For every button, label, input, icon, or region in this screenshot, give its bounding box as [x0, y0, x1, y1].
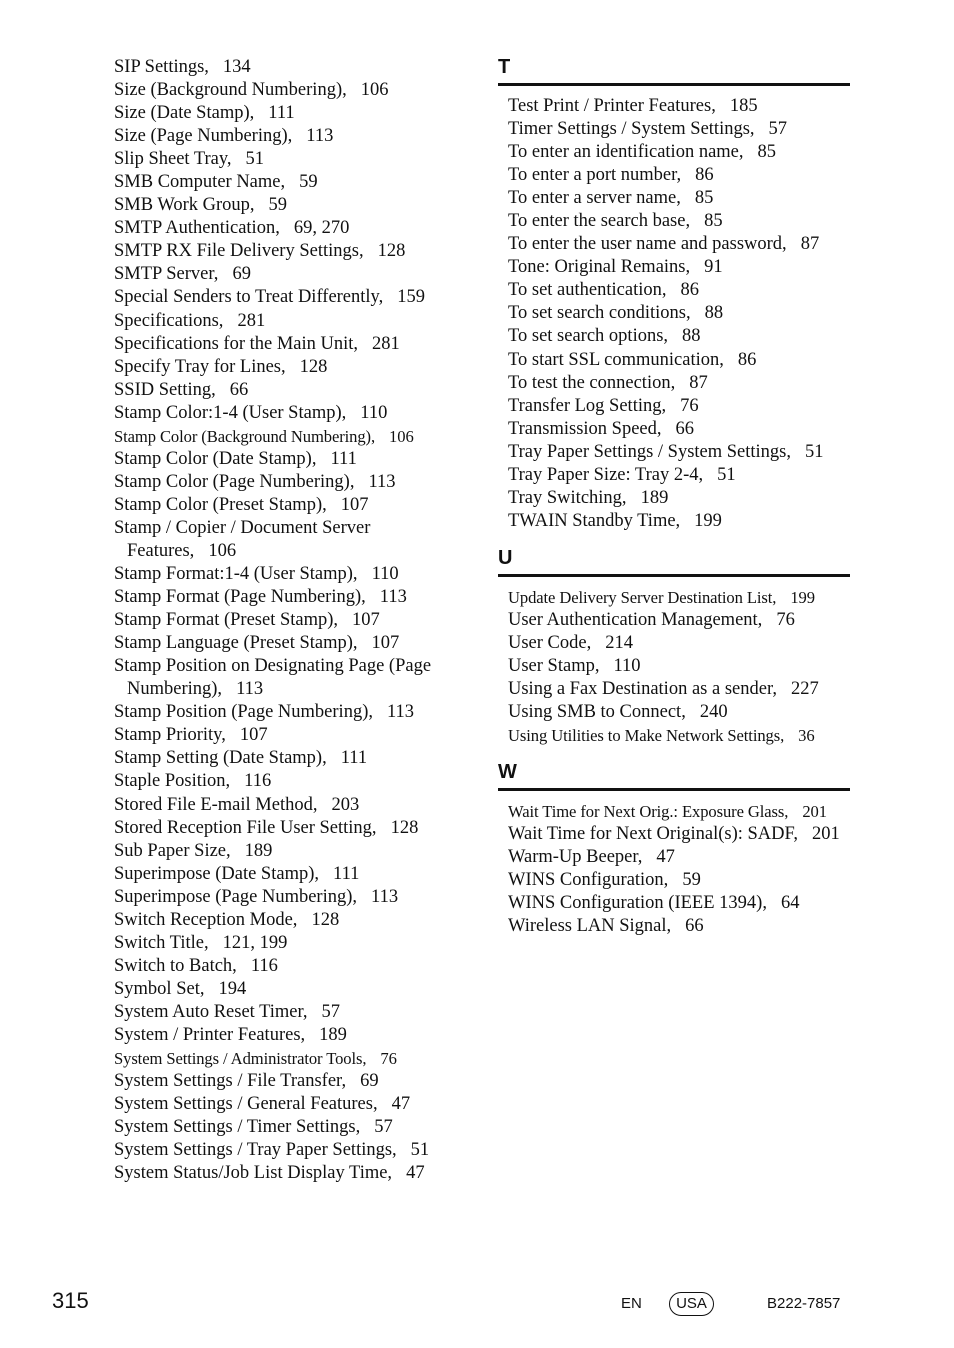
index-entry: Sub Paper Size, 189 [114, 840, 273, 861]
index-entry: Transfer Log Setting, 76 [508, 395, 699, 416]
index-entry: Warm-Up Beeper, 47 [508, 847, 675, 868]
index-column-right [498, 56, 850, 953]
index-entry: TWAIN Standby Time, 199 [508, 510, 722, 531]
index-entry: Stored Reception File User Setting, 128 [114, 817, 419, 838]
index-entry: To set search conditions, 88 [508, 303, 724, 324]
section-letter-heading: W [498, 761, 850, 791]
index-entry: To set search options, 88 [508, 326, 701, 347]
index-entry: Specifications, 281 [114, 310, 266, 331]
index-entry: Stamp Language (Preset Stamp), 107 [114, 633, 400, 654]
index-entry: Stamp Color (Background Numbering), 106 [114, 426, 414, 446]
index-entry: To test the connection, 87 [508, 372, 708, 393]
index-entry: Size (Date Stamp), 111 [114, 103, 295, 124]
index-entry: Tray Paper Settings / System Settings, 51 [508, 441, 824, 462]
index-entry: Using a Fax Destination as a sender, 227 [508, 679, 819, 700]
language-code: EN [621, 1295, 642, 1312]
index-entry: Stamp Color:1-4 (User Stamp), 110 [114, 402, 388, 423]
section-letter-heading: U [498, 547, 850, 577]
index-entry: WINS Configuration, 59 [508, 870, 701, 891]
index-entry: System Settings / Timer Settings, 57 [114, 1117, 393, 1138]
index-entry: Special Senders to Treat Differently, 159 [114, 287, 425, 308]
index-entry: Stamp Color (Date Stamp), 111 [114, 448, 357, 469]
index-entry: Tray Switching, 189 [508, 487, 669, 508]
index-entry: SSID Setting, 66 [114, 379, 249, 400]
index-entry: Wireless LAN Signal, 66 [508, 916, 704, 937]
index-entry: To set authentication, 86 [508, 280, 699, 301]
index-entry: Specify Tray for Lines, 128 [114, 356, 328, 377]
index-entry: To enter the search base, 85 [508, 211, 723, 232]
index-section-t [498, 56, 850, 533]
index-entry: Switch to Batch, 116 [114, 955, 278, 976]
index-entry: To enter a port number, 86 [508, 165, 714, 186]
index-entry: System / Printer Features, 189 [114, 1024, 347, 1045]
index-entry: Stamp Color (Preset Stamp), 107 [114, 494, 369, 515]
index-section-u [498, 547, 850, 747]
index-entry: User Stamp, 110 [508, 656, 641, 677]
index-entry: Size (Background Numbering), 106 [114, 80, 389, 101]
index-entry: User Code, 214 [508, 632, 633, 653]
index-entry: Specifications for the Main Unit, 281 [114, 333, 400, 354]
index-entry: Stored File E-mail Method, 203 [114, 794, 360, 815]
index-entry: Superimpose (Date Stamp), 111 [114, 863, 360, 884]
index-entry: Stamp Color (Page Numbering), 113 [114, 471, 396, 492]
index-entry: User Authentication Management, 76 [508, 609, 795, 630]
index-entry: Using SMB to Connect, 240 [508, 702, 728, 723]
index-entry: To start SSL communication, 86 [508, 349, 757, 370]
index-entry: To enter a server name, 85 [508, 188, 714, 209]
index-entry: Stamp Format (Page Numbering), 113 [114, 587, 407, 608]
index-entry: Tray Paper Size: Tray 2-4, 51 [508, 464, 736, 485]
index-entry: SMTP Server, 69 [114, 264, 251, 285]
index-entry: Wait Time for Next Orig.: Exposure Glass, 201 [508, 802, 827, 822]
index-entry: Stamp Position (Page Numbering), 113 [114, 702, 415, 723]
index-entry: Stamp Format (Preset Stamp), 107 [114, 610, 380, 631]
index-section-w [498, 761, 850, 938]
index-entry: SMB Computer Name, 59 [114, 172, 318, 193]
index-entry: SIP Settings, 134 [114, 57, 251, 77]
index-entry: Superimpose (Page Numbering), 113 [114, 886, 399, 907]
index-entry: System Auto Reset Timer, 57 [114, 1001, 341, 1022]
index-entry: Tone: Original Remains, 91 [508, 257, 723, 278]
index-entry: SMTP Authentication, 69, 270 [114, 218, 350, 239]
index-entry: System Settings / File Transfer, 69 [114, 1071, 379, 1092]
index-column-left [114, 56, 464, 1185]
index-entry: SMB Work Group, 59 [114, 195, 288, 216]
index-entry: Update Delivery Server Destination List, 199 [508, 587, 815, 607]
index-entry: WINS Configuration (IEEE 1394), 64 [508, 893, 800, 914]
index-entry: Stamp / Copier / Document Server Features, 106 [114, 517, 371, 561]
index-entry: Symbol Set, 194 [114, 978, 247, 999]
index-entry: To enter an identification name, 85 [508, 142, 777, 163]
index-entry: Stamp Setting (Date Stamp), 111 [114, 748, 368, 769]
index-entry: Slip Sheet Tray, 51 [114, 149, 265, 170]
index-entry: Test Print / Printer Features, 185 [508, 96, 758, 116]
index-entry: System Settings / Administrator Tools, 76 [114, 1049, 397, 1069]
index-entry: Stamp Format:1-4 (User Stamp), 110 [114, 564, 399, 585]
index-entry: Staple Position, 116 [114, 771, 272, 792]
index-entry: Using Utilities to Make Network Settings, 36 [508, 726, 815, 746]
index-entry: System Status/Job List Display Time, 47 [114, 1163, 425, 1184]
section-letter-heading: T [498, 56, 850, 86]
index-entry: System Settings / General Features, 47 [114, 1094, 411, 1115]
index-entry: Wait Time for Next Original(s): SADF, 201 [508, 824, 840, 845]
index-entry: Transmission Speed, 66 [508, 418, 695, 439]
index-entry: Stamp Position on Designating Page (Page Numbering), 113 [114, 656, 432, 700]
index-entry: To enter the user name and password, 87 [508, 234, 820, 255]
region-badge: USA [669, 1292, 714, 1316]
index-entry: Stamp Priority, 107 [114, 725, 268, 746]
index-entry: Switch Title, 121, 199 [114, 932, 288, 953]
index-entry: Timer Settings / System Settings, 57 [508, 119, 788, 140]
index-entry: SMTP RX File Delivery Settings, 128 [114, 241, 406, 262]
document-code: B222-7857 [767, 1295, 841, 1312]
index-entry: System Settings / Tray Paper Settings, 51 [114, 1140, 430, 1161]
page-number: 315 [52, 1288, 89, 1313]
index-entry: Switch Reception Mode, 128 [114, 909, 340, 930]
index-entry: Size (Page Numbering), 113 [114, 126, 334, 147]
